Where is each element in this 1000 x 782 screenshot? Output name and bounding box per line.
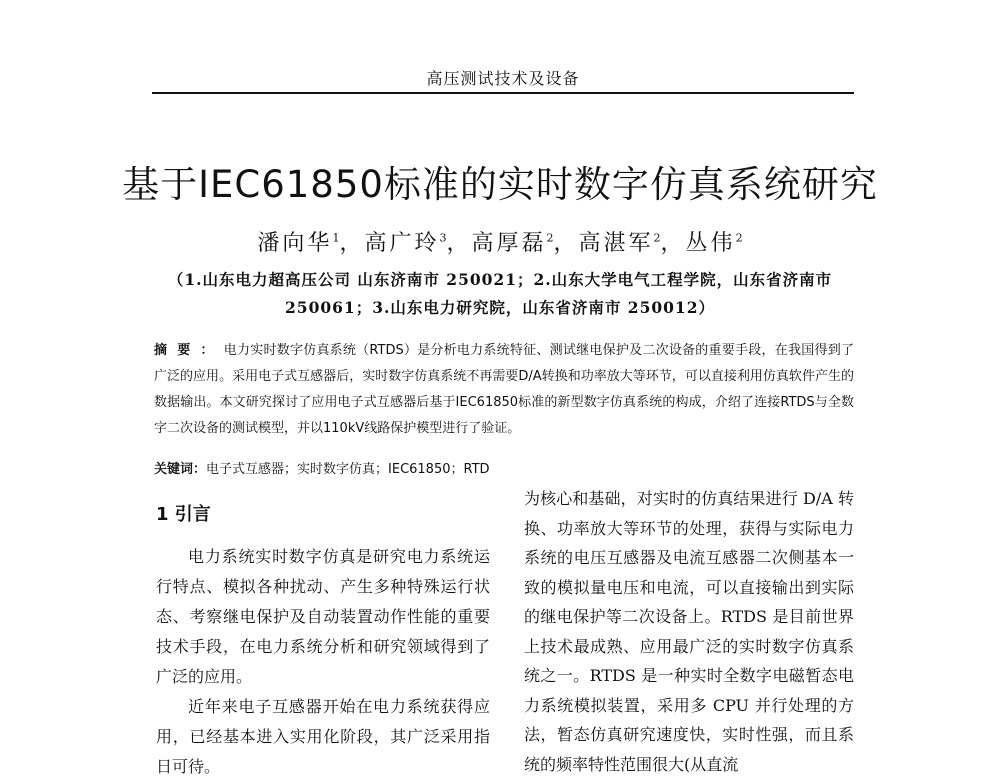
author-name: 高广玲: [364, 231, 440, 256]
author-name: 丛伟: [685, 231, 736, 256]
author-affiliation-mark: 1: [332, 231, 340, 245]
author-name: 高厚磊: [471, 231, 547, 256]
abstract: [154, 338, 854, 442]
abstract-label: 摘要：: [154, 343, 224, 358]
header-rule: [152, 92, 854, 94]
keywords-label: 关键词：: [154, 462, 207, 477]
author-affiliation-mark: 3: [439, 231, 447, 245]
author-name: 潘向华: [257, 231, 333, 256]
author-name: 高湛军: [578, 231, 654, 256]
keywords: [154, 458, 854, 477]
author-affiliation-mark: 2: [735, 231, 743, 245]
affiliation-line-1: （1.山东电力超高压公司 山东济南市 250021；2.山东大学电气工程学院，山东省济南市: [167, 270, 833, 289]
paper-title: 基于IEC61850标准的实时数字仿真系统研究: [122, 163, 878, 206]
author-affiliation-mark: 2: [546, 231, 554, 245]
affiliation-line-2: 250061；3.山东电力研究院，山东省济南市 250012）: [285, 298, 715, 317]
body-paragraph: 近年来电子互感器开始在电力系统获得应用，已经基本进入实用化阶段，其广泛采用指日可待。: [156, 697, 490, 776]
right-column-text: 为核心和基础，对实时的仿真结果进行 D/A 转换、功率放大等环节的处理，获得与实际电力系统的电压互感器及电流互感器二次侧基本一致的模拟量电压和电流，可以直接输出到实际的继电保护等二次设备上。RTDS 是目前世界上技术最成熟、应用最广泛的实时数字仿真系统之一。RTDS 是一种实时全数字电磁暂态电力系统模拟装置，采用多 CPU 并行处理的方法，暂态仿真研究速度快，实时性强，而且系统的频率特性范围很大(从直流: [524, 489, 854, 774]
body-paragraph: 电力系统实时数字仿真是研究电力系统运行特点、模拟各种扰动、产生多种特殊运行状态、考察继电保护及自动装置动作性能的重要技术手段，在电力系统分析和研究领域得到了广泛的应用。: [156, 547, 490, 686]
author-list: 潘向华$^1$，高广玲$^3$，高厚磊$^2$，高湛军$^2$，丛伟$^2$: [257, 231, 743, 256]
abstract-text: 电力实时数字仿真系统（RTDS）是分析电力系统特征、测试继电保护及二次设备的重要手段，在我国得到了广泛的应用。采用电子式互感器后，实时数字仿真系统不再需要D/A转换和功率放大等环节，可以直接利用仿真软件产生的数据输出。本文研究探讨了应用电子式互感器后基于IEC61850标准的新型数字仿真系统的构成，介绍了连接RTDS与全数字二次设备的测试模型，并以110kV线路保护模型进行了验证。: [154, 343, 854, 436]
section-heading-introduction: 1 引言: [156, 504, 211, 525]
left-column: [156, 498, 490, 782]
keywords-text: 电子式互感器；实时数字仿真；IEC61850；RTD: [206, 462, 490, 477]
running-head: 高压测试技术及设备: [426, 69, 580, 88]
author-affiliation-mark: 2: [653, 231, 661, 245]
